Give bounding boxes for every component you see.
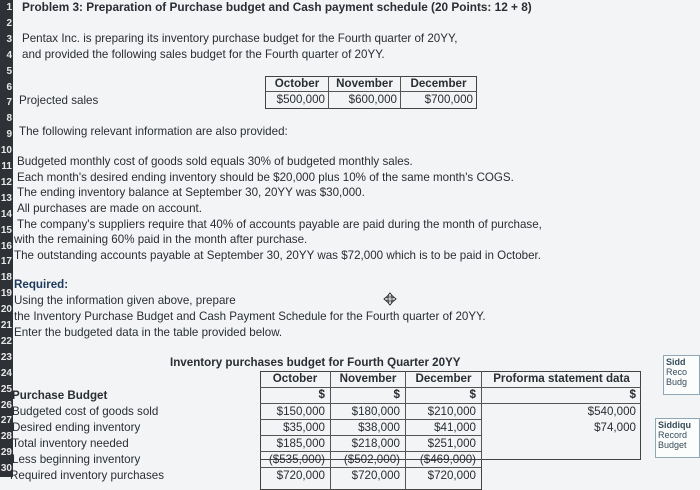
budget-cell[interactable]: $41,000	[434, 421, 476, 434]
info-line[interactable]: The ending inventory balance at September 30, 20YY was $30,000.	[17, 186, 365, 199]
info-line[interactable]: with the remaining 60% paid in the month after purchase.	[14, 233, 308, 246]
budget-cell[interactable]: $35,000	[283, 421, 325, 434]
info-line[interactable]: Budgeted monthly cost of goods sold equals 30% of budgeted monthly sales.	[17, 155, 413, 168]
budget-cell[interactable]: ($502,000)	[343, 453, 400, 466]
row-number[interactable]: 6	[0, 80, 13, 96]
side-note[interactable]	[663, 355, 700, 395]
intro-line-2[interactable]: and provided the following sales budget for the Fourth quarter of 20YY.	[22, 48, 385, 61]
row-number[interactable]: 24	[0, 366, 13, 382]
info-line[interactable]: Each month's desired ending inventory should be $20,000 plus 10% of the same month's COGS.	[17, 171, 514, 184]
row-number[interactable]: 20	[0, 302, 13, 318]
row-number[interactable]: 25	[0, 382, 13, 398]
budget-row-label[interactable]: Desired ending inventory	[12, 421, 141, 434]
currency-symbol: $	[469, 388, 476, 401]
row-number[interactable]: 11	[0, 159, 13, 175]
row-number[interactable]: 2	[0, 16, 13, 32]
info-line[interactable]: The company's suppliers require that 40% of accounts payable are paid during the month of purchase,	[17, 218, 542, 231]
budget-cell[interactable]: $720,000	[351, 469, 400, 482]
budget-cell[interactable]: $218,000	[351, 437, 400, 450]
budget-row-label[interactable]: Budgeted cost of goods sold	[12, 405, 159, 418]
row-number[interactable]: 10	[0, 143, 13, 159]
sales-november-value[interactable]: $600,000	[348, 93, 397, 106]
row-number[interactable]: 5	[0, 64, 13, 80]
info-heading[interactable]: The following relevant information are also provided:	[19, 125, 288, 138]
info-line[interactable]: All purchases are made on account.	[17, 202, 202, 215]
budget-header-october: October	[272, 372, 318, 385]
sales-october-value[interactable]: $500,000	[276, 93, 325, 106]
currency-symbol: $	[318, 388, 325, 401]
row-number[interactable]: 26	[0, 398, 13, 414]
sales-row-label[interactable]: Projected sales	[19, 94, 99, 107]
budget-cell[interactable]: $185,000	[276, 437, 325, 450]
budget-row-label[interactable]: Less beginning inventory	[12, 453, 141, 466]
budget-header-proforma: Proforma statement data	[493, 372, 630, 385]
side-note-line: Record	[658, 430, 688, 440]
row-number[interactable]: 30	[0, 461, 13, 477]
proforma-cell[interactable]: $540,000	[587, 405, 636, 418]
side-note-line: Budget	[658, 440, 687, 450]
row-number[interactable]: 28	[0, 429, 13, 445]
row-number[interactable]: 23	[0, 350, 13, 366]
row-number[interactable]: 18	[0, 270, 13, 286]
required-line[interactable]: Enter the budgeted data in the table provided below.	[14, 326, 283, 339]
side-note-line: Sidd	[666, 357, 686, 367]
budget-row-label[interactable]: Required inventory purchases	[10, 469, 165, 482]
intro-line-1[interactable]: Pentax Inc. is preparing its inventory purchase budget for the Fourth quarter of 20YY,	[22, 32, 458, 45]
budget-cell[interactable]: ($469,000)	[419, 453, 476, 466]
required-line[interactable]: the Inventory Purchase Budget and Cash Payment Schedule for the Fourth quarter of 20YY.	[14, 310, 486, 323]
budget-cell[interactable]: $210,000	[427, 405, 476, 418]
row-number[interactable]: 21	[0, 318, 13, 334]
sales-header-november: November	[336, 77, 393, 90]
sales-header-december: December	[410, 77, 467, 90]
currency-symbol: $	[629, 388, 636, 401]
row-number[interactable]: 7	[0, 95, 13, 111]
side-note-line: Budg	[666, 377, 688, 387]
purchase-budget-heading: Purchase Budget	[12, 389, 108, 402]
side-note-line: Siddiqu	[658, 420, 691, 430]
sales-header-october: October	[274, 77, 320, 90]
currency-symbol: $	[393, 388, 400, 401]
budget-cell[interactable]: $251,000	[427, 437, 476, 450]
budget-cell[interactable]: $38,000	[358, 421, 400, 434]
budget-row-label[interactable]: Total inventory needed	[12, 437, 129, 450]
budget-header-december: December	[415, 372, 472, 385]
row-number[interactable]: 15	[0, 223, 13, 239]
row-number[interactable]: 3	[0, 32, 13, 48]
budget-header-november: November	[339, 372, 397, 385]
budget-cell[interactable]: ($535,000)	[268, 453, 325, 466]
problem-title: Problem 3: Preparation of Purchase budget and Cash payment schedule (20 Points: 12 + 8)	[22, 0, 532, 14]
budget-cell[interactable]: $720,000	[276, 469, 325, 482]
row-number[interactable]: 29	[0, 445, 13, 461]
row-number[interactable]: 16	[0, 239, 13, 255]
row-number[interactable]: 27	[0, 413, 13, 429]
move-cursor-icon	[383, 292, 397, 306]
row-number[interactable]: 22	[0, 334, 13, 350]
info-line[interactable]: The outstanding accounts payable at September 30, 20YY was $72,000 which is to be paid in October.	[14, 249, 541, 262]
budget-cell[interactable]: $180,000	[351, 405, 400, 418]
proforma-cell[interactable]: $74,000	[594, 421, 636, 434]
budget-table-title: Inventory purchases budget for Fourth Quarter 20YY	[170, 356, 461, 369]
budget-cell[interactable]: $150,000	[276, 405, 325, 418]
row-number[interactable]: 13	[0, 191, 13, 207]
row-number[interactable]: 17	[0, 254, 13, 270]
budget-cell[interactable]: $720,000	[427, 469, 476, 482]
row-number[interactable]: 14	[0, 207, 13, 223]
required-heading: Required:	[14, 278, 69, 291]
row-number[interactable]: 4	[0, 48, 13, 64]
row-number[interactable]: 19	[0, 286, 13, 302]
side-note-line: Reco	[666, 367, 688, 377]
side-note[interactable]	[655, 418, 700, 458]
row-number[interactable]: 12	[0, 175, 13, 191]
required-line[interactable]: Using the information given above, prepare	[14, 294, 236, 307]
sales-december-value[interactable]: $700,000	[424, 93, 473, 106]
row-number[interactable]: 9	[0, 127, 13, 143]
row-number[interactable]: 8	[0, 111, 13, 127]
row-number[interactable]: 1	[0, 0, 13, 16]
